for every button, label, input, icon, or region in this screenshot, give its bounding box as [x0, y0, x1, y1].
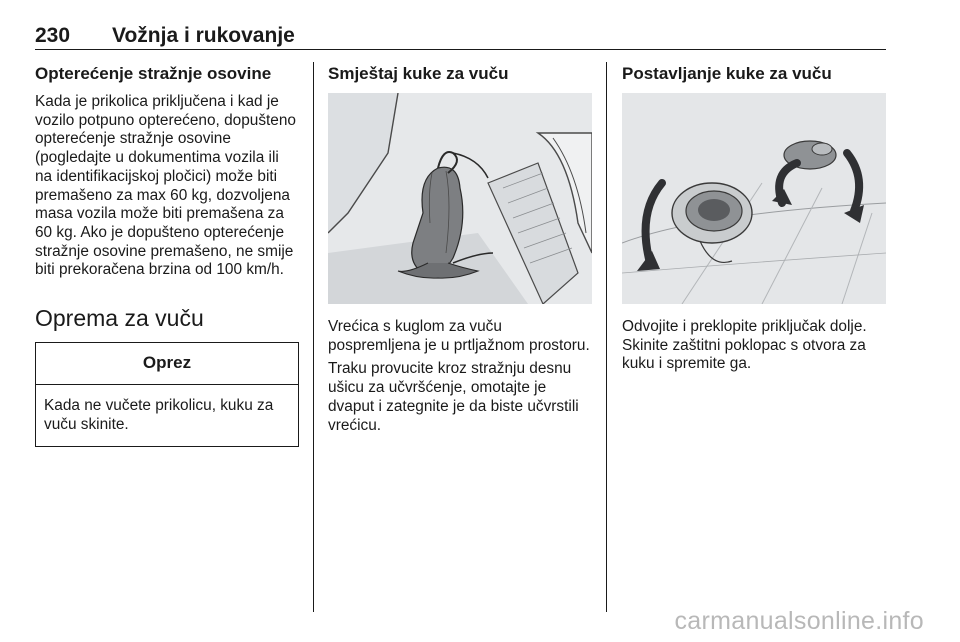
- watermark: carmanualsonline.info: [674, 607, 924, 635]
- rear-axle-heading: Opterećenje stražnje osovine: [35, 64, 272, 83]
- bag-storage-text: Vrećica s kuglom za vuču pospremljena je u prtljažnom prostoru.: [328, 318, 590, 354]
- rear-axle-paragraph: Kada je prikolica priključena i kad je vozilo potpuno opterećeno, dopušteno opterećenje stražnje osovine (pogledajte u dokumentima vozila ili na identifikacijskoj pločici) može biti premašeno za max 60 kg, dozvoljena masa vozila može biti premašena za 60 kg. Ako je dopušteno opterećenje stražnje osovine premašeno, ne smije biti prekoračena brzina od 100 km/h.: [35, 93, 296, 279]
- column-3: [622, 63, 886, 374]
- towing-equipment-heading: Oprema za vuču: [35, 305, 204, 332]
- column-divider-2: [606, 62, 607, 612]
- column-divider-1: [313, 62, 314, 612]
- column-2: [328, 63, 593, 435]
- caution-title: Oprez: [36, 343, 298, 385]
- column-1: [35, 63, 299, 447]
- socket-instruction-text: Odvojite i preklopite priključak dolje. Skinite zaštitni poklopac s otvora za kuku i spremite ga.: [622, 318, 867, 373]
- socket-fold-illustration: [622, 93, 886, 304]
- tow-bag-in-trunk-illustration: [328, 93, 592, 304]
- caution-box: [35, 342, 299, 447]
- tow-hook-install-heading: Postavljanje kuke za vuču: [622, 64, 832, 83]
- caution-text: Kada ne vučete prikolicu, kuku za vuču skinite.: [44, 397, 274, 433]
- tow-hook-storage-heading: Smještaj kuke za vuču: [328, 64, 509, 83]
- header-rule: [35, 49, 886, 50]
- strap-instruction-text: Traku provucite kroz stražnju desnu ušicu za učvršćenje, omotajte je dvaput i zategnite je da biste učvrstili vrećicu.: [328, 360, 579, 434]
- section-title: Vožnja i rukovanje: [112, 24, 295, 47]
- page-number: 230: [35, 24, 71, 47]
